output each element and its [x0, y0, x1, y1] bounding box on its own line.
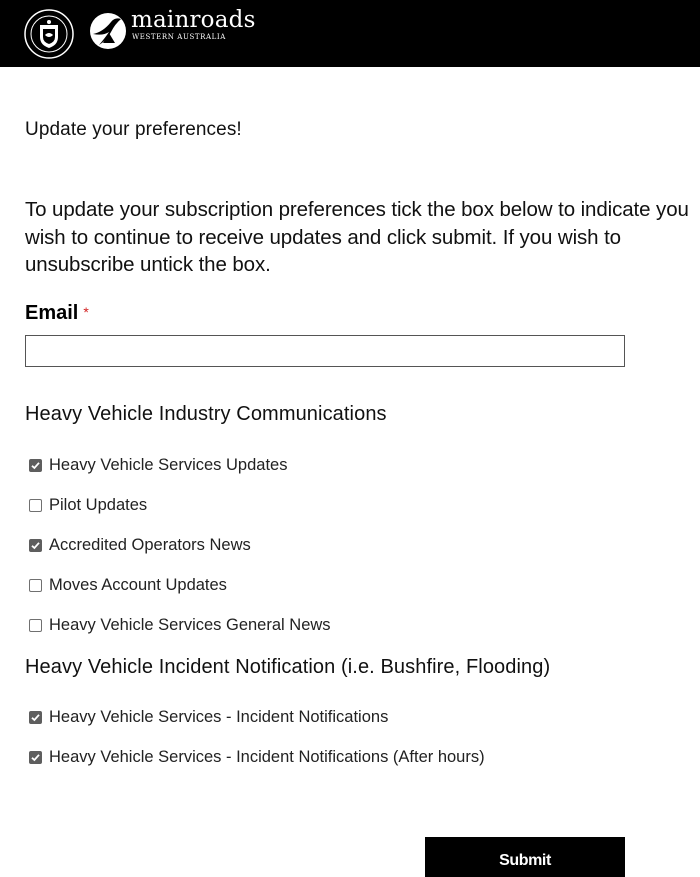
government-crest-icon[interactable]	[24, 9, 74, 59]
checkmark-icon	[31, 753, 40, 762]
section-heading-industry-communications: Heavy Vehicle Industry Communications	[25, 403, 387, 425]
option-label: Accredited Operators News	[49, 535, 251, 554]
section-heading-incident-notification: Heavy Vehicle Incident Notification (i.e. Bushfire, Flooding)	[25, 656, 551, 678]
option-label: Heavy Vehicle Services General News	[49, 615, 331, 634]
option-label: Pilot Updates	[49, 495, 148, 514]
required-marker: *	[83, 304, 89, 320]
email-field[interactable]	[25, 335, 625, 367]
checkbox[interactable]	[29, 751, 42, 764]
option-pilot-updates[interactable]	[29, 495, 147, 515]
checkmark-icon	[31, 461, 40, 470]
option-accredited-operators-news[interactable]	[29, 535, 251, 555]
checkbox[interactable]	[29, 459, 42, 472]
option-moves-account-updates[interactable]	[29, 575, 227, 595]
option-incident-notifications-after-hours[interactable]	[29, 747, 485, 767]
submit-button[interactable]: Submit	[425, 837, 625, 877]
option-heavy-vehicle-services-general-news[interactable]	[29, 615, 331, 635]
brand-name: mainroads	[131, 7, 256, 33]
option-label: Heavy Vehicle Services - Incident Notifications	[49, 707, 389, 726]
option-label: Heavy Vehicle Services Updates	[49, 455, 288, 474]
checkmark-icon	[31, 713, 40, 722]
intro-text: To update your subscription preferences tick the box below to indicate you wish to continue to receive updates and click submit. If you wish to unsubscribe untick the box.	[25, 198, 689, 276]
option-heavy-vehicle-services-updates[interactable]	[29, 455, 287, 475]
site-header	[0, 0, 700, 67]
option-label: Heavy Vehicle Services - Incident Notifications (After hours)	[49, 747, 485, 766]
email-label-text: Email	[25, 302, 79, 324]
checkbox[interactable]	[29, 539, 42, 552]
email-label	[25, 302, 89, 325]
option-label: Moves Account Updates	[49, 575, 227, 594]
checkmark-icon	[31, 541, 40, 550]
checkbox[interactable]	[29, 711, 42, 724]
checkbox[interactable]	[29, 579, 42, 592]
main-roads-logo-icon[interactable]	[89, 12, 127, 50]
page-heading: Update your preferences!	[25, 119, 242, 140]
option-incident-notifications[interactable]	[29, 707, 388, 727]
checkbox[interactable]	[29, 619, 42, 632]
brand-subtitle: WESTERN AUSTRALIA	[132, 33, 226, 41]
checkbox[interactable]	[29, 499, 42, 512]
